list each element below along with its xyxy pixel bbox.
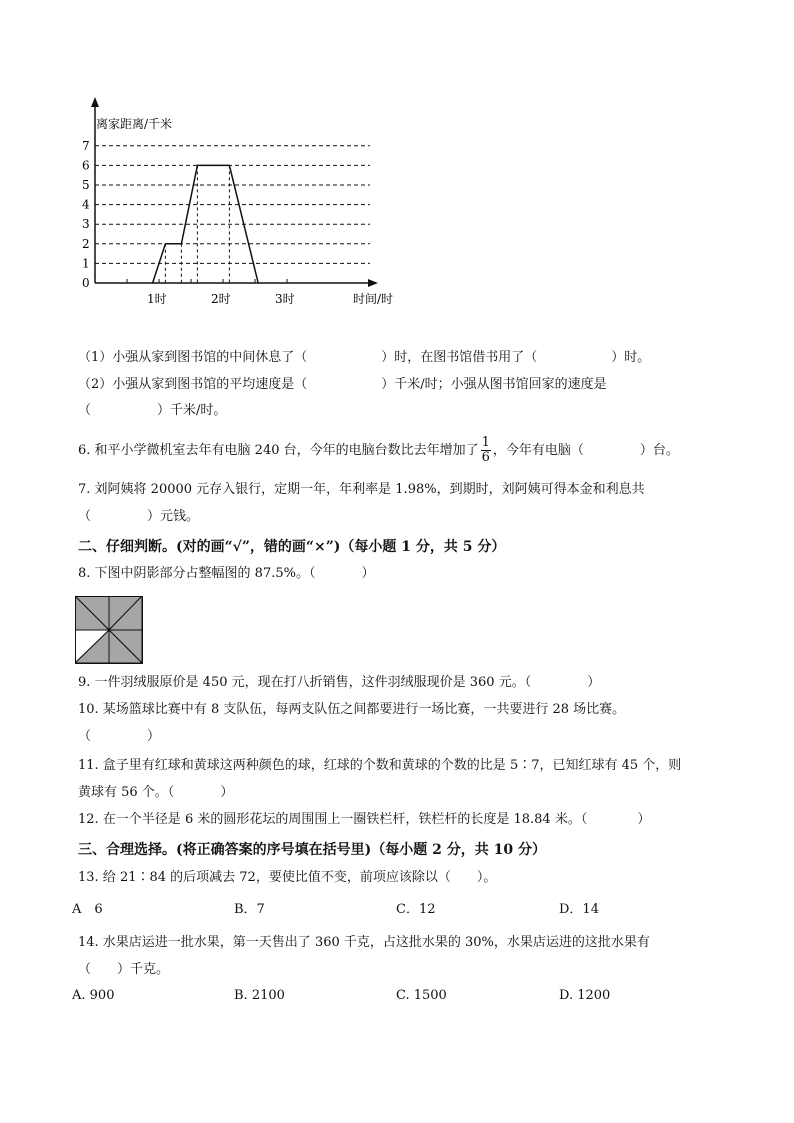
question-6 xyxy=(78,434,679,468)
q12-text-b: ） xyxy=(637,812,651,827)
fraction-numerator: 1 xyxy=(481,435,490,450)
question-12 xyxy=(78,811,650,829)
q5-part2-text-a: （2）小强从家到图书馆的平均速度是（ xyxy=(78,377,308,392)
q14-option-a[interactable]: A. 900 xyxy=(72,988,115,1003)
q10-text-b: （ xyxy=(78,729,92,744)
q13-option-d[interactable]: D．14 xyxy=(559,902,599,917)
question-14: 14. 水果店运进一批水果，第一天售出了 360 千克，占这批水果的 30%，水果店运进的这批水果有 xyxy=(78,935,650,950)
q14-option-d[interactable]: D. 1200 xyxy=(559,988,611,1003)
x-tick-label: 3时 xyxy=(275,292,295,306)
q8-text-a: 8. 下图中阴影部分占整幅图的 87.5%。（ xyxy=(78,566,316,581)
y-tick-label: 4 xyxy=(82,197,90,212)
q11-text-b: 黄球有 56 个。（ xyxy=(78,785,175,800)
y-tick-label: 5 xyxy=(82,178,90,192)
section-2-heading: 二、仔细判断。(对的画“√”，错的画“×”)（每小题 1 分，共 5 分） xyxy=(78,539,506,555)
y-tick-label: 2 xyxy=(82,236,90,251)
x-axis-label: 时间/时 xyxy=(353,292,394,306)
q5-part1-text-b: ）时，在图书馆借书用了（ xyxy=(381,350,538,365)
question-11-line2 xyxy=(78,784,233,802)
q13-option-b[interactable]: B．7 xyxy=(234,902,265,917)
q5-part1-text-c: ）时。 xyxy=(611,350,651,365)
q10-text-c: ） xyxy=(147,729,161,744)
q14-option-b[interactable]: B. 2100 xyxy=(234,988,285,1003)
question-7 xyxy=(78,481,645,499)
section-3-heading: 三、合理选择。(将正确答案的序号填在括号里)（每小题 2 分，共 10 分） xyxy=(78,842,546,858)
q5-part1-text-a: （1）小强从家到图书馆的中间休息了（ xyxy=(78,350,308,365)
q6-text-a: 6. 和平小学微机室去年有电脑 240 台，今年的电脑台数比去年增加了 xyxy=(78,443,479,458)
q13-option-c[interactable]: C．12 xyxy=(396,902,436,917)
fraction-denominator: 6 xyxy=(481,450,490,465)
fraction-one-sixth xyxy=(481,436,491,465)
x-tick-label: 2时 xyxy=(211,292,231,306)
q7-text-a: 7. 刘阿姨将 20000 元存入银行，定期一年，年利率是 1.98%，到期时，刘阿姨可得本金和利息共 xyxy=(78,482,645,497)
q12-text-a: 12. 在一个半径是 6 米的圆形花坛的周围围上一圈铁栏杆，铁栏杆的长度是 18.84 米。（ xyxy=(78,812,588,827)
q6-text-b: ，今年有电脑（ xyxy=(492,443,584,458)
chart-tick-labels xyxy=(82,139,295,306)
q7-text-b: （ xyxy=(78,509,92,524)
q5-part3-text-a: （ xyxy=(78,403,92,418)
shaded-square-figure xyxy=(75,596,143,664)
y-axis-label: 离家距离/千米 xyxy=(96,117,173,131)
question-11 xyxy=(78,757,681,775)
q13-option-a[interactable]: A 6 xyxy=(72,902,103,917)
q6-text-c: ）台。 xyxy=(639,443,679,458)
q14-option-c[interactable]: C. 1500 xyxy=(396,988,447,1003)
q5-part3-text-b: ）千米/时。 xyxy=(157,403,227,418)
q5-part2-text-b: ）千米/时；小强从图书馆回家的速度是 xyxy=(381,377,607,392)
q11-text-c: ） xyxy=(220,785,234,800)
x-axis-arrow xyxy=(368,279,378,287)
y-axis-arrow xyxy=(91,97,99,107)
question-8 xyxy=(78,565,374,583)
distance-time-chart xyxy=(60,95,420,315)
y-tick-label: 0 xyxy=(82,276,90,290)
q10-text-a: 10. 某场篮球比赛中有 8 支队伍，每两支队伍之间都要进行一场比赛，一共要进行 28 场比赛。 xyxy=(78,702,626,717)
q5-part2 xyxy=(78,376,607,394)
y-tick-label: 7 xyxy=(82,138,90,153)
question-13: 13. 给 21∶84 的后项减去 72，要使比值不变，前项应该除以（ ）。 xyxy=(78,870,497,885)
x-tick-label: 1时 xyxy=(147,292,167,306)
y-tick-label: 3 xyxy=(82,217,90,232)
q9-text-b: ） xyxy=(587,675,601,690)
q11-text-a: 11. 盒子里有红球和黄球这两种颜色的球，红球的个数和黄球的个数的比是 5∶7，已知红球有 45 个，则 xyxy=(78,758,682,773)
y-tick-label: 1 xyxy=(82,256,90,271)
y-tick-label: 6 xyxy=(82,158,90,173)
q5-part3 xyxy=(78,402,226,420)
chart-grid xyxy=(95,146,370,264)
q9-text-a: 9. 一件羽绒服原价是 450 元，现在打八折销售，这件羽绒服现价是 360 元。（ xyxy=(78,675,532,690)
q8-text-b: ） xyxy=(361,566,375,581)
question-9 xyxy=(78,674,600,692)
q7-text-c: ）元钱。 xyxy=(147,509,200,524)
question-10 xyxy=(78,701,625,719)
q5-part1 xyxy=(78,349,650,367)
question-10-line2 xyxy=(78,728,160,746)
question-14-line2: （ ）千克。 xyxy=(78,962,170,977)
question-7-line2 xyxy=(78,508,199,526)
